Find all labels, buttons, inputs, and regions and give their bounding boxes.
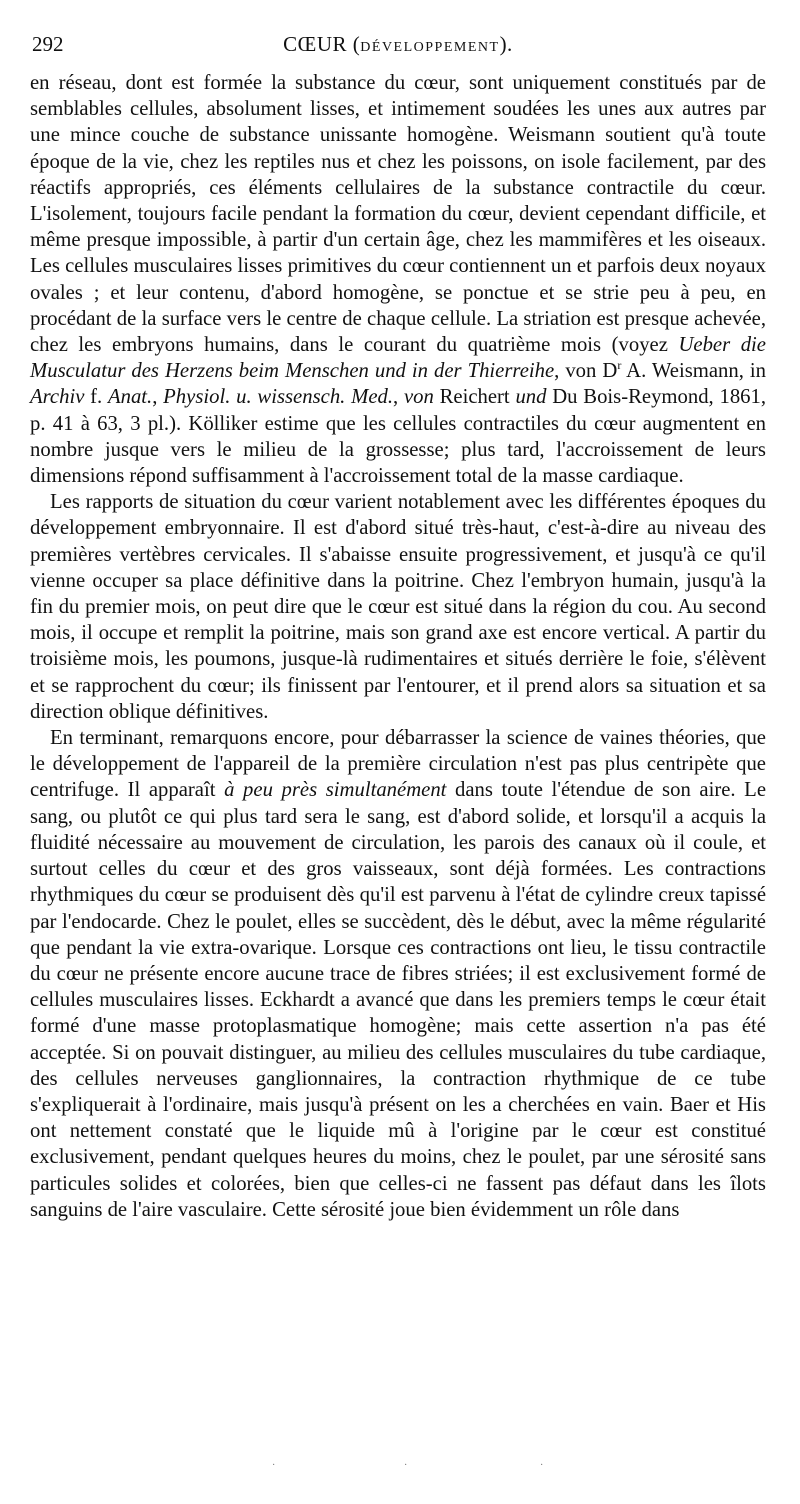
page-number: 292 [32,32,64,56]
running-title-section: DÉVELOPPEMENT [360,40,500,55]
text-run: en réseau, dont est formée la substance du cœur, sont uniquement constitués par de semblables cellules, absolument lisses, et intimement soudées les unes aux autres par une mince couche de substance unissante homogène. Weismann soutient qu'à toute époque de la vie, chez les reptiles nus et chez les poissons, on isole facilement, par des réactifs appropriés, ces éléments cellulaires de la substance contractile du cœur. L'isolement, toujours facile pendant la formation du cœur, devient cependant difficile, et même presque impossible, à partir d'un certain âge, chez les mammifères et les oiseaux. Les cellules musculaires lisses primitives du cœur contiennent un et parfois deux noyaux ovales ; et leur contenu, d'abord homogène, se ponctue et se strie peu à peu, en procédant de la surface vers le centre de chaque cellule. La striation est presque achevée, chez les embryons humains, dans le courant du quatrième mois (voyez [30,72,766,357]
journal-name-italic: Archiv [30,386,85,409]
running-head [30,30,766,58]
journal-name-italic: Physiol. u. wissensch. Med. [163,386,394,409]
text-run: Reichert [433,386,516,409]
page-bottom-specks [0,1460,800,1470]
body-text [30,70,766,1223]
italic-word: und [515,386,547,409]
paragraph-3 [30,725,766,1223]
text-run: , [393,386,404,409]
speck: · [272,1460,276,1471]
book-page [30,30,766,1223]
text-run: dans toute l'étendue de son aire. Le sang, ou plutôt ce qui plus tard sera le sang, est d'abord solide, et lorsqu'il a acquis la fluidité nécessaire au mouvement de circulation, les parois des canaux où il coule, et surtout celles du cœur et des gros vaisseaux, sont déjà formées. Les contractions rhythmiques du cœur se produisent dès qu'il est parvenu à l'état de cylindre creux tapissé par l'endocarde. Chez le poulet, elles se succèdent, dès le début, avec la même régularité que pendant la vie extra-ovarique. Lorsque ces contractions ont lieu, le tissu contractile du cœur ne présente encore aucune trace de fibres striées; il est exclusivement formé de cellules musculaires lisses. Eckhardt a avancé que dans les premiers temps le cœur était formé d'une masse protoplasmatique homogène; mais cette assertion n'a pas été acceptée. Si on pouvait distinguer, au milieu des cellules musculaires du tube cardiaque, des cellules nerveuses ganglionnaires, la contraction rhythmique de ce tube s'expliquerait à l'ordinaire, mais jusqu'à présent on les a cherchées en vain. Baer et His ont nettement constaté que le liquide mû à l'origine par le cœur est constitué exclusivement, pendant quelques heures du moins, chez le poulet, par une sérosité sans particules solides et colorées, bien que celles-ci ne fassent pas défaut dans les îlots sanguins de l'aire vasculaire. Cette sérosité joue bien évidemment un rôle dans [30,779,766,1221]
text-run: A. Weismann, in [621,360,766,383]
italic-word: von [403,386,434,409]
text-run: Du Bois-Reymond, 1861, p. 41 à 63, 3 pl.). Kölliker estime que les cellules contractiles du cœur augmentent en nombre jusque vers le milieu de la grossesse; plus tard, l'accroissement de leurs dimensions répond suffisamment à l'accroissement total de la masse cardiaque. [30,386,767,488]
emphasis-italic: à peu près simultanément [224,779,447,802]
running-title-main: CŒUR [283,32,348,56]
paragraph-2: Les rapports de situation du cœur varient notablement avec les différentes époques du développement embryonnaire. Il est d'abord situé très-haut, c'est-à-dire au niveau des premières vertèbres cervicales. Il s'abaisse ensuite progressivement, et jusqu'à ce qu'il vienne occuper sa place définitive dans la poitrine. Chez l'embryon humain, jusqu'à la fin du premier mois, on peut dire que le cœur est situé dans la région du cou. Au second mois, il occupe et remplit la poitrine, mais son grand axe est encore vertical. A partir du troisième mois, les poumons, jusque-là rudimentaires et situés derrière le foie, s'élèvent et se rapprochent du cœur; ils finissent par l'entourer, et il prend alors sa situation et sa direction oblique définitives. [30,491,766,723]
running-title: CŒUR (DÉVELOPPEMENT). [283,32,513,56]
paragraph-1 [30,70,766,489]
text-run: f. [84,386,108,409]
text-run: En terminant, remarquons encore, pour débarrasser la science de vaines théories, que le développement de l'appareil de la première circulation n'est pas plus centripète que centrifuge. Il apparaît [30,727,766,802]
text-run: , von D [554,360,618,383]
journal-name-italic: Anat. [107,386,153,409]
text-run: , [152,386,164,409]
speck: · [540,1460,544,1471]
superscript: r [617,358,622,373]
speck: · [404,1460,408,1471]
book-title-italic: Ueber die Musculatur des Herzens beim Menschen und in der Thierreihe [30,334,766,383]
